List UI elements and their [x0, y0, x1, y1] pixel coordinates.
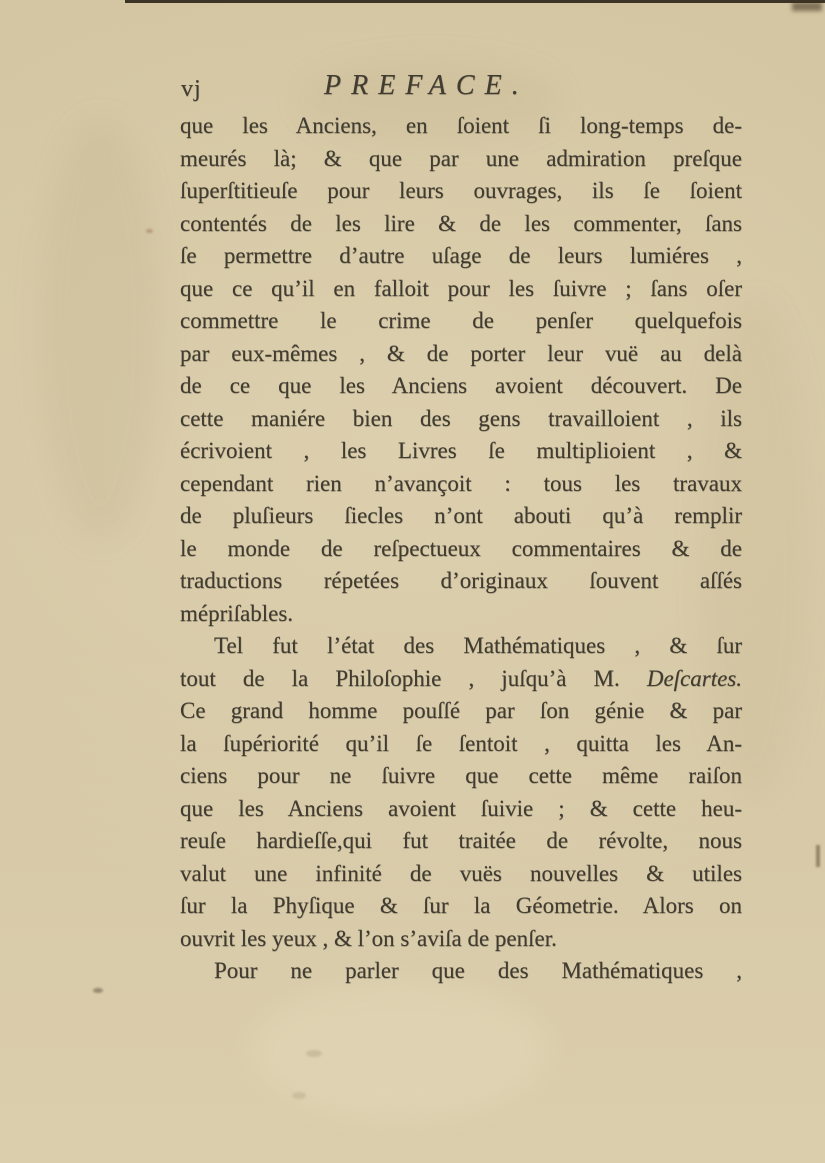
text-line [180, 533, 742, 566]
text-segment: écrivoient , les Livres ſe multiplioient , & [180, 438, 742, 463]
text-line [180, 273, 742, 306]
text-line [180, 598, 742, 631]
text-line [180, 370, 742, 403]
text-line [180, 305, 742, 338]
body-text [180, 110, 742, 988]
scan-edge-right-mark [816, 845, 820, 867]
text-segment: de pluſieurs ſiecles n’ont abouti qu’à remplir [180, 503, 742, 528]
text-segment: valut une infinité de vuës nouvelles & utiles [180, 860, 742, 886]
text-line [180, 110, 742, 143]
text-segment: meurés là; & que par une admiration preſque [180, 145, 742, 171]
text-segment: reuſe hardieſſe,qui fut traitée de révolte, nous [180, 828, 742, 853]
text-segment: commettre le crime de penſer quelquefois [180, 308, 742, 333]
text-segment: ſur la Phyſique & ſur la Géometrie. Alors on [180, 893, 742, 918]
text-segment: tout de la Philoſophie , juſqu’à M. [180, 665, 647, 691]
text-segment: ciens pour ne ſuivre que cette même raiſon [180, 763, 742, 788]
preface-title: PREFACE. [324, 70, 529, 101]
italic-text-segment: Deſcartes. [646, 665, 742, 691]
text-segment: Tel fut l’état des Mathématiques , & ſur [214, 633, 742, 658]
ink-bleedthrough [292, 1092, 306, 1099]
text-segment: cependant rien n’avançoit : tous les travaux [180, 470, 742, 496]
text-line [180, 728, 742, 761]
text-line [180, 338, 742, 371]
paper-speck [93, 988, 103, 993]
text-segment: cette maniére bien des gens travailloient , ils [180, 405, 742, 431]
text-line [180, 468, 742, 501]
text-segment: le monde de reſpectueux commentaires & de [180, 535, 742, 561]
paper-blotch [250, 980, 550, 1120]
text-segment: contentés de les lire & de les commenter, ſans [180, 210, 742, 236]
text-line [180, 793, 742, 826]
page-number: vj [181, 76, 202, 102]
paper-blotch [40, 120, 160, 540]
text-segment: Pour ne parler que des Mathématiques , [214, 958, 742, 983]
paper-speck [146, 229, 153, 233]
text-line [180, 175, 742, 208]
text-line [180, 760, 742, 793]
text-line [180, 858, 742, 891]
scan-edge-top [125, 0, 825, 3]
text-line [180, 565, 742, 598]
text-segment: ſe permettre d’autre uſage de leurs lumiéres , [180, 243, 742, 268]
text-segment: mépriſables. [180, 600, 294, 626]
text-segment: la ſupériorité qu’il ſe ſentoit , quitta les An- [180, 730, 742, 756]
text-segment: de ce que les Anciens avoient découvert. De [180, 373, 742, 398]
text-line [180, 923, 742, 956]
text-segment: Ce grand homme pouſſé par ſon génie & par [180, 698, 742, 723]
text-line [180, 435, 742, 468]
text-segment: que les Anciens avoient ſuivie ; & cette heu- [180, 795, 742, 821]
text-line [180, 240, 742, 273]
text-segment: par eux-mêmes , & de porter leur vuë au delà [180, 340, 742, 366]
ink-bleedthrough [306, 1050, 322, 1057]
text-segment: traductions répetées d’originaux ſouvent aſſés [180, 568, 742, 593]
text-line [180, 663, 742, 696]
text-line [180, 143, 742, 176]
scan-edge-top-corner [792, 2, 822, 11]
text-segment: que ce qu’il en falloit pour les ſuivre ; ſans oſer [180, 275, 742, 301]
text-segment: ouvrit les yeux , & l’on s’aviſa de penſer. [180, 925, 557, 951]
text-line [180, 403, 742, 436]
text-line [180, 825, 742, 858]
text-line [180, 695, 742, 728]
text-segment: ſuperſtitieuſe pour leurs ouvrages, ils ſe ſoient [180, 178, 742, 203]
text-line [180, 208, 742, 241]
text-line [180, 500, 742, 533]
text-line [180, 955, 742, 988]
text-segment: que les Anciens, en ſoient ſi long-temps de- [180, 113, 742, 138]
text-line [180, 890, 742, 923]
text-line [180, 630, 742, 663]
